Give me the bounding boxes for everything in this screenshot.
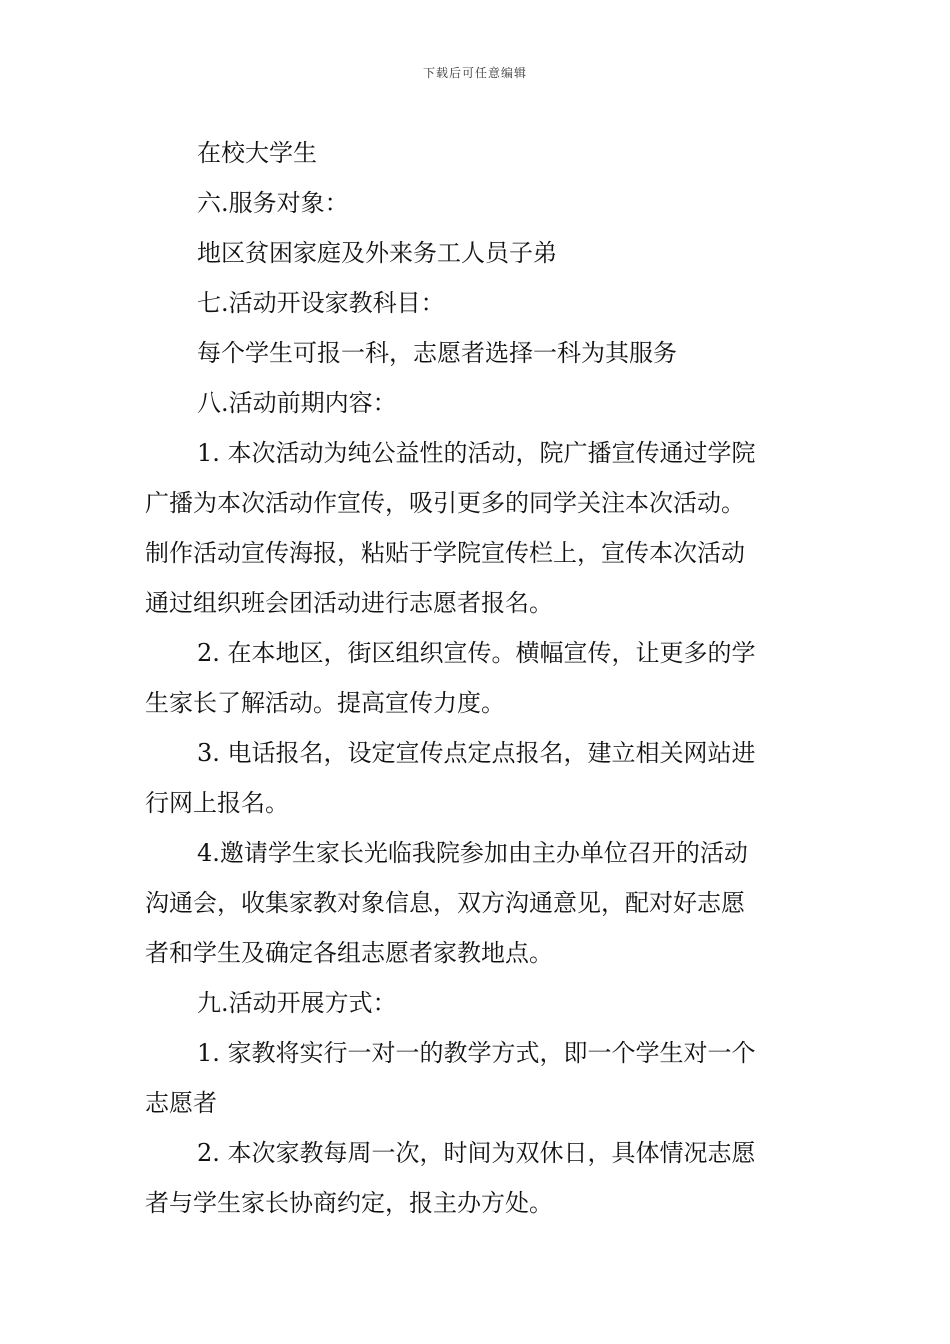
text-line: 2. 在本地区，街区组织宣传。横幅宣传，让更多的学 [197,639,756,667]
text-line: 1. 本次活动为纯公益性的活动，院广播宣传通过学院 [197,439,756,467]
text-line: 六.服务对象： [197,189,349,217]
text-line: 生家长了解活动。提高宣传力度。 [145,689,505,717]
text-line: 九.活动开展方式： [197,989,397,1017]
text-line: 者和学生及确定各组志愿者家教地点。 [145,939,553,967]
text-line: 4.邀请学生家长光临我院参加由主办单位召开的活动 [197,839,748,867]
text-line: 沟通会，收集家教对象信息，双方沟通意见，配对好志愿 [145,889,745,917]
text-line: 志愿者 [145,1089,217,1117]
text-line: 行网上报名。 [145,789,289,817]
text-line: 八.活动前期内容： [197,389,397,417]
text-line: 七.活动开设家教科目： [197,289,445,317]
text-line: 制作活动宣传海报，粘贴于学院宣传栏上，宣传本次活动 [145,539,745,567]
text-line: 地区贫困家庭及外来务工人员子弟 [197,239,557,267]
text-line: 广播为本次活动作宣传，吸引更多的同学关注本次活动。 [145,489,745,517]
text-line: 每个学生可报一科，志愿者选择一科为其服务 [197,339,677,367]
text-line: 1. 家教将实行一对一的教学方式，即一个学生对一个 [197,1039,756,1067]
document-body [145,128,810,1228]
text-line: 3. 电话报名，设定宣传点定点报名，建立相关网站进 [197,739,756,767]
text-line: 者与学生家长协商约定，报主办方处。 [145,1189,553,1217]
page-header: 下载后可任意编辑 [422,66,527,80]
text-line: 通过组织班会团活动进行志愿者报名。 [145,589,553,617]
text-line: 在校大学生 [197,139,317,167]
text-line: 2. 本次家教每周一次，时间为双休日，具体情况志愿 [197,1139,756,1167]
